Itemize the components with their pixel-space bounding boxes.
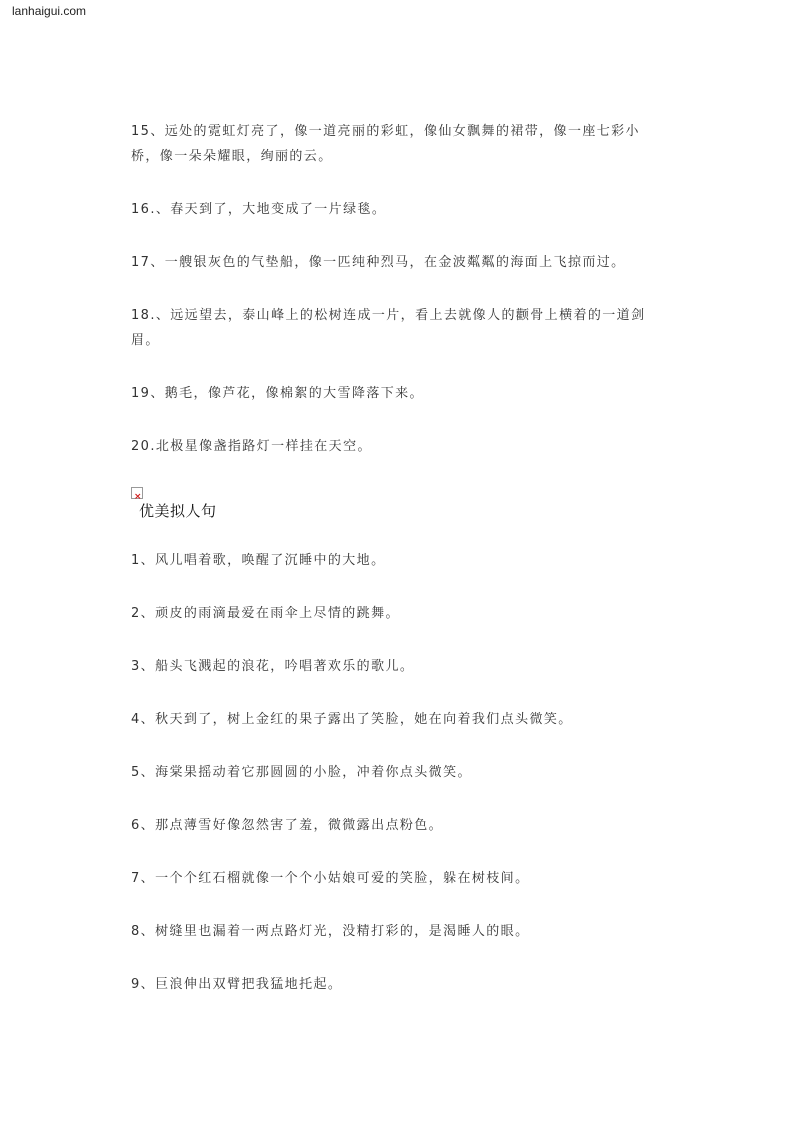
simile-item-17: 17、一艘银灰色的气垫船，像一匹纯种烈马，在金波粼粼的海面上飞掠而过。	[131, 255, 626, 270]
simile-item-19: 19、鹅毛，像芦花，像棉絮的大雪降落下来。	[131, 386, 424, 401]
personification-item-5: 5、海棠果摇动着它那圆圆的小脸，冲着你点头微笑。	[131, 765, 472, 780]
broken-image-icon: ×	[131, 487, 143, 499]
simile-item-20: 20.北极星像盏指路灯一样挂在天空。	[131, 439, 372, 454]
personification-item-7: 7、一个个红石榴就像一个个小姑娘可爱的笑脸，躲在树枝间。	[131, 871, 530, 886]
section-heading	[131, 487, 663, 524]
site-label: lanhaigui.com	[12, 4, 87, 18]
personification-item-2: 2、顽皮的雨滴最爱在雨伞上尽情的跳舞。	[131, 606, 400, 621]
personification-item-3: 3、船头飞溅起的浪花，吟唱著欢乐的歌儿。	[131, 659, 415, 674]
article-content	[131, 119, 663, 1025]
personification-item-8: 8、树缝里也漏着一两点路灯光，没精打彩的，是渴睡人的眼。	[131, 924, 530, 939]
simile-item-18: 18.、远远望去，泰山峰上的松树连成一片，看上去就像人的颧骨上横着的一道剑眉。	[131, 308, 646, 348]
simile-item-16: 16.、春天到了，大地变成了一片绿毯。	[131, 202, 387, 217]
personification-item-1: 1、风儿唱着歌，唤醒了沉睡中的大地。	[131, 553, 386, 568]
personification-item-6: 6、那点薄雪好像忽然害了羞，微微露出点粉色。	[131, 818, 444, 833]
personification-item-9: 9、巨浪伸出双臂把我猛地托起。	[131, 977, 343, 992]
personification-item-4: 4、秋天到了，树上金红的果子露出了笑脸，她在向着我们点头微笑。	[131, 712, 573, 727]
section-heading-text: 优美拟人句	[139, 502, 217, 520]
simile-item-15: 15、远处的霓虹灯亮了，像一道亮丽的彩虹，像仙女飘舞的裙带，像一座七彩小桥，像一朵朵耀眼，绚丽的云。	[131, 124, 640, 164]
